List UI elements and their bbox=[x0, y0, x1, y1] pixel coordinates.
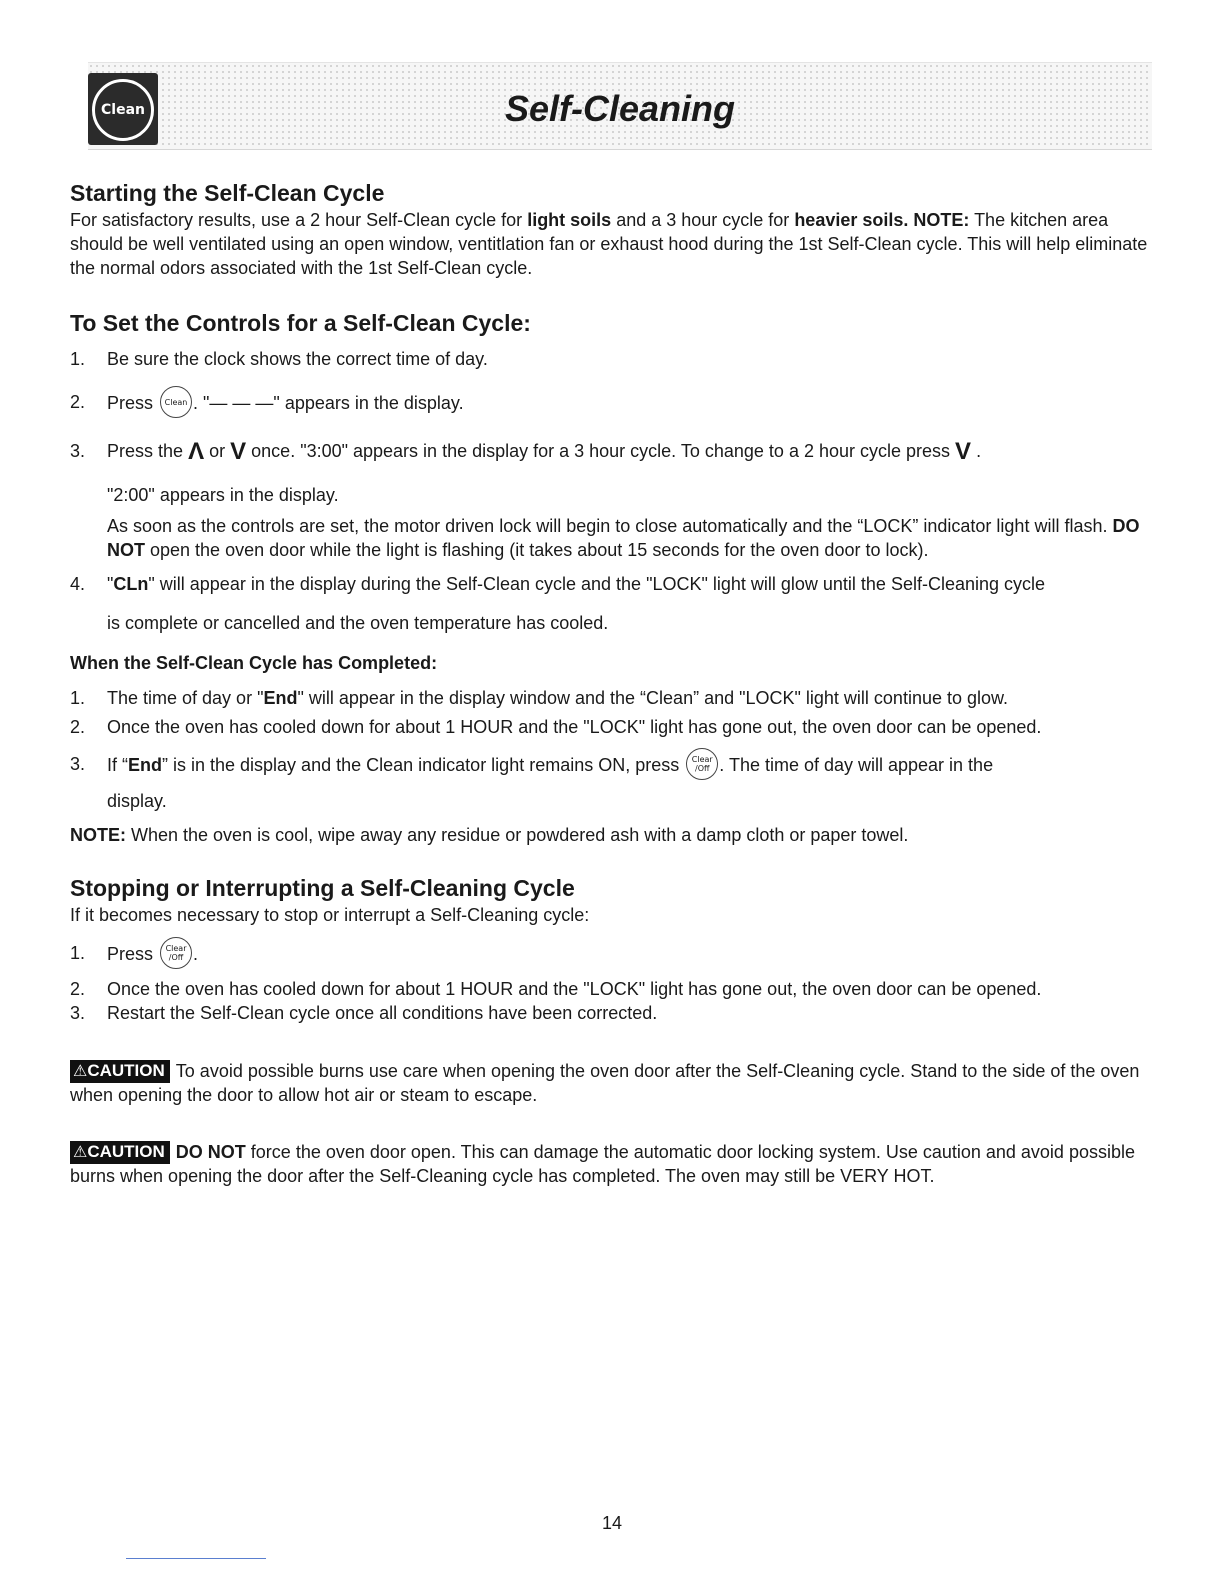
list-item: 2. Once the oven has cooled down for about 1 HOUR and the "LOCK" light has gone out, the oven door can be opened. bbox=[70, 979, 1042, 999]
stopping-heading: Stopping or Interrupting a Self-Cleaning Cycle bbox=[70, 875, 575, 901]
list-item: 1. The time of day or "End" will appear in the display window and the “Clean” and "LOCK" light will continue to glow. bbox=[70, 688, 1009, 708]
clear-off-button-icon: Clear /Off bbox=[686, 748, 718, 780]
list-item: 1. Press Clear /Off . bbox=[70, 941, 1160, 969]
up-arrow-icon: Λ bbox=[188, 438, 205, 465]
step3-display-note: "2:00" appears in the display. bbox=[107, 485, 339, 505]
step4-continued: is complete or cancelled and the oven temperature has cooled. bbox=[107, 613, 609, 633]
step3-lock-note: As soon as the controls are set, the motor driven lock will begin to close automatically and the “LOCK” indicator light will flash. DO NOT open the oven door while the light is flashing (it takes about 15 seconds for the oven door to lock). bbox=[107, 516, 1140, 560]
warning-icon: ⚠ bbox=[73, 1144, 88, 1161]
clean-button-icon: Clean bbox=[160, 386, 192, 418]
starting-heading: Starting the Self-Clean Cycle bbox=[70, 180, 385, 206]
caution-badge: ⚠CAUTION bbox=[70, 1060, 170, 1083]
list-item: 4. "CLn" will appear in the display during the Self-Clean cycle and the "LOCK" light will glow until the Self-Cleaning cycle bbox=[70, 574, 1046, 594]
page-header bbox=[88, 62, 1152, 150]
page-number: 14 bbox=[601, 1513, 623, 1533]
page-content bbox=[70, 178, 1160, 1188]
clean-logo-label: Clean bbox=[92, 79, 154, 141]
caution-badge: ⚠CAUTION bbox=[70, 1141, 170, 1164]
warning-icon: ⚠ bbox=[73, 1063, 88, 1080]
completed-note: NOTE: When the oven is cool, wipe away any residue or powdered ash with a damp cloth or paper towel. bbox=[70, 825, 909, 845]
list-item: 1. Be sure the clock shows the correct time of day. bbox=[70, 349, 488, 369]
list-item: 3. Restart the Self-Clean cycle once all conditions have been corrected. bbox=[70, 1003, 658, 1023]
clear-off-button-icon: Clear /Off bbox=[160, 937, 192, 969]
down-arrow-icon: V bbox=[955, 438, 972, 465]
caution-paragraph: ⚠CAUTION DO NOT force the oven door open. This can damage the automatic door locking system. Use caution and avoid possible burns when opening the door after the Self-Cleaning cycle has completed. The oven may still be VERY HOT. bbox=[70, 1142, 1135, 1186]
step3-continued: display. bbox=[107, 791, 167, 811]
stopping-intro: If it becomes necessary to stop or interrupt a Self-Cleaning cycle: bbox=[70, 905, 590, 925]
page-title: Self-Cleaning bbox=[504, 88, 736, 129]
completed-heading: When the Self-Clean Cycle has Completed: bbox=[70, 653, 438, 673]
footer-rule bbox=[126, 1558, 266, 1559]
set-controls-heading: To Set the Controls for a Self-Clean Cycle: bbox=[70, 310, 531, 336]
list-item: 2. Once the oven has cooled down for about 1 HOUR and the "LOCK" light has gone out, the oven door can be opened. bbox=[70, 717, 1042, 737]
list-item: 2. Press Clean . "— — —" appears in the display. bbox=[70, 390, 1160, 418]
list-item: 3. Press the Λ or V once. "3:00" appears in the display for a 3 hour cycle. To change to a 2 hour cycle press V . bbox=[70, 438, 982, 465]
starting-paragraph: For satisfactory results, use a 2 hour Self-Clean cycle for light soils and a 3 hour cycle for heavier soils. NOTE: The kitchen area should be well ventilated using an open window, ventitlation fan or exhaust hood during the 1st Self-Clean cycle. This will help eliminate the normal odors associated with the 1st Self-Clean cycle. bbox=[70, 210, 1148, 278]
list-item: 3. If “End” is in the display and the Clean indicator light remains ON, press Clear /Off . The time of day will appear in the bbox=[70, 752, 1160, 780]
down-arrow-icon: V bbox=[230, 438, 247, 465]
caution-paragraph: ⚠CAUTION To avoid possible burns use care when opening the oven door after the Self-Cleaning cycle. Stand to the side of the oven when opening the door to allow hot air or steam to escape. bbox=[70, 1061, 1140, 1105]
